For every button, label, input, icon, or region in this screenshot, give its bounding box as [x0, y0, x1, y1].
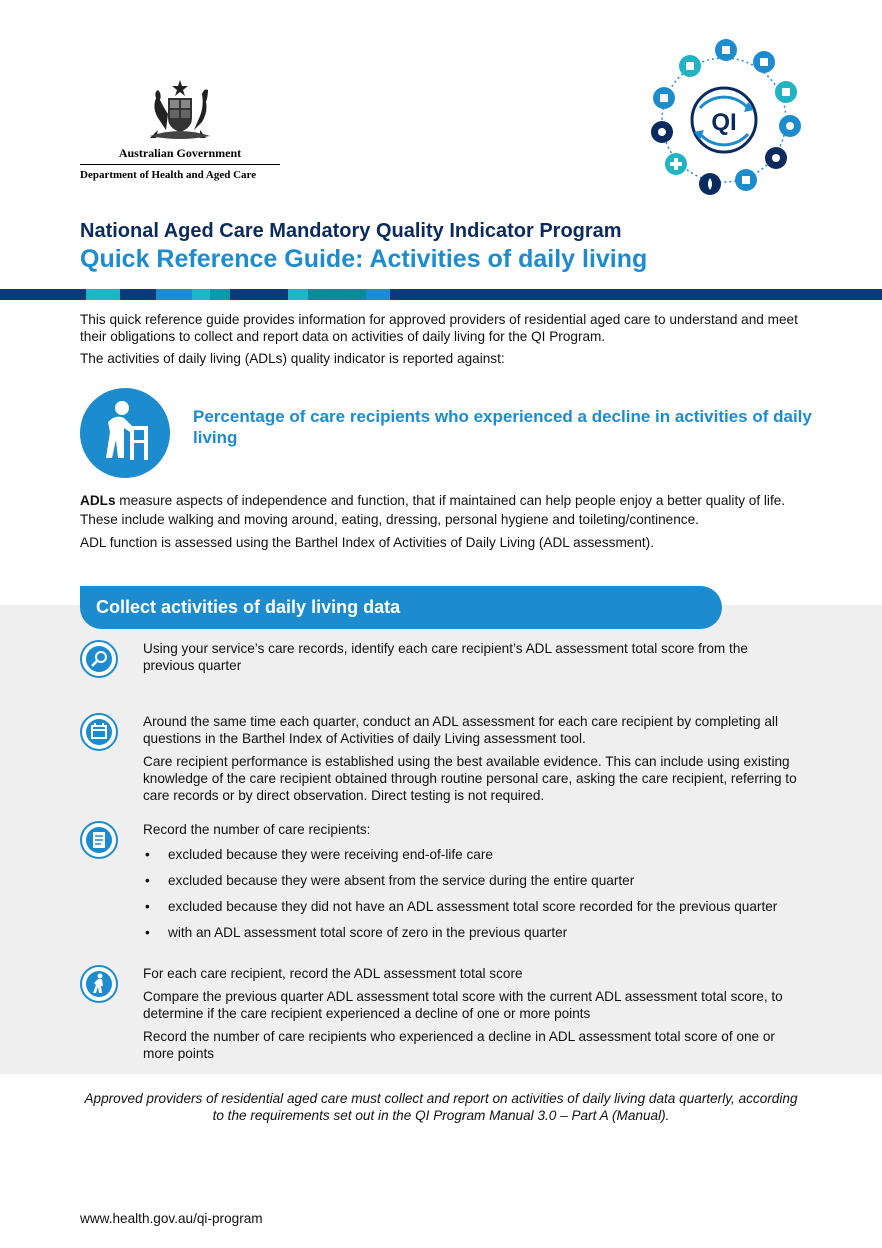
qi-program-wheel-graphic: [640, 38, 808, 198]
step-3-intro: Record the number of care recipients:: [143, 822, 371, 837]
coat-of-arms-icon: [130, 78, 230, 142]
person-walking-icon: [80, 965, 118, 1003]
government-logo: [80, 78, 280, 181]
step-4-text: For each care recipient, record the ADL assessment total score: [143, 966, 523, 981]
collect-step-1: [80, 640, 800, 680]
department-name: Department of Health and Aged Care: [80, 169, 257, 181]
collect-section-heading: Collect activities of daily living data: [80, 586, 722, 629]
government-name: Australian Government: [118, 146, 242, 160]
step-1-text: Using your service’s care records, identify each care recipient’s ADL assessment total score from the previous quarter: [143, 641, 748, 673]
step-4-text: Record the number of care recipients who experienced a decline in ADL assessment total score of one or more points: [143, 1029, 775, 1061]
intro-section: [80, 311, 805, 372]
list-item: • excluded because they were receiving end-of-life care: [143, 844, 800, 865]
adl-definition-text: measure aspects of independence and function, that if maintained can help people enjoy a better quality of life. These include walking and moving around, eating, dressing, personal hygiene and toileting/continence.: [80, 493, 786, 527]
intro-paragraph: The activities of daily living (ADLs) quality indicator is reported against:: [80, 351, 505, 366]
collect-step-4: [80, 965, 800, 1068]
qi-label: QI: [711, 109, 737, 136]
intro-paragraph: This quick reference guide provides information for approved providers of residential aged care to understand and meet their obligations to collect and report data on activities of daily living for the QI Program.: [80, 312, 798, 344]
step-2-text: Care recipient performance is established using the best available evidence. This can include using existing knowledge of the care recipient obtained through routine personal care, asking the care recipient, referring to care records or by direct observation. Direct testing is not required.: [143, 754, 797, 803]
step-2-text: Around the same time each quarter, conduct an ADL assessment for each care recipient by completing all questions in the Barthel Index of Activities of daily Living assessment tool.: [143, 714, 778, 746]
list-item: • excluded because they were absent from the service during the entire quarter: [143, 870, 800, 891]
calendar-icon: [80, 713, 118, 751]
step-4-text: Compare the previous quarter ADL assessment total score with the current ADL assessment total score, to determine if the care recipient experienced a decline of one or more points: [143, 989, 783, 1021]
collect-step-2: [80, 713, 800, 810]
list-item: • with an ADL assessment total score of zero in the previous quarter: [143, 922, 800, 943]
collect-step-3: [80, 821, 800, 948]
adl-assessment-text: ADL function is assessed using the Barthel Index of Activities of Daily Living (ADL assessment).: [80, 535, 654, 550]
walking-frame-icon: [80, 388, 170, 478]
search-icon: [80, 640, 118, 678]
list-item: • excluded because they did not have an ADL assessment total score recorded for the previous quarter: [143, 896, 800, 917]
document-list-icon: [80, 821, 118, 859]
document-subtitle: Quick Reference Guide: Activities of daily living: [80, 245, 648, 273]
website-link[interactable]: www.health.gov.au/qi-program: [80, 1211, 263, 1226]
header-stripe: [0, 289, 882, 300]
logo-divider: [80, 164, 280, 165]
indicator-statement: Percentage of care recipients who experienced a decline in activities of daily living: [193, 407, 812, 447]
step-3-list: [143, 844, 800, 943]
adl-term: ADLs: [80, 493, 116, 508]
adl-definition: [80, 491, 800, 556]
document-title: National Aged Care Mandatory Quality Indicator Program: [80, 220, 622, 242]
requirement-note: Approved providers of residential aged care must collect and report on activities of daily living data quarterly, according to the requirements set out in the QI Program Manual 3.0 – Part A (Manual).: [84, 1091, 798, 1123]
